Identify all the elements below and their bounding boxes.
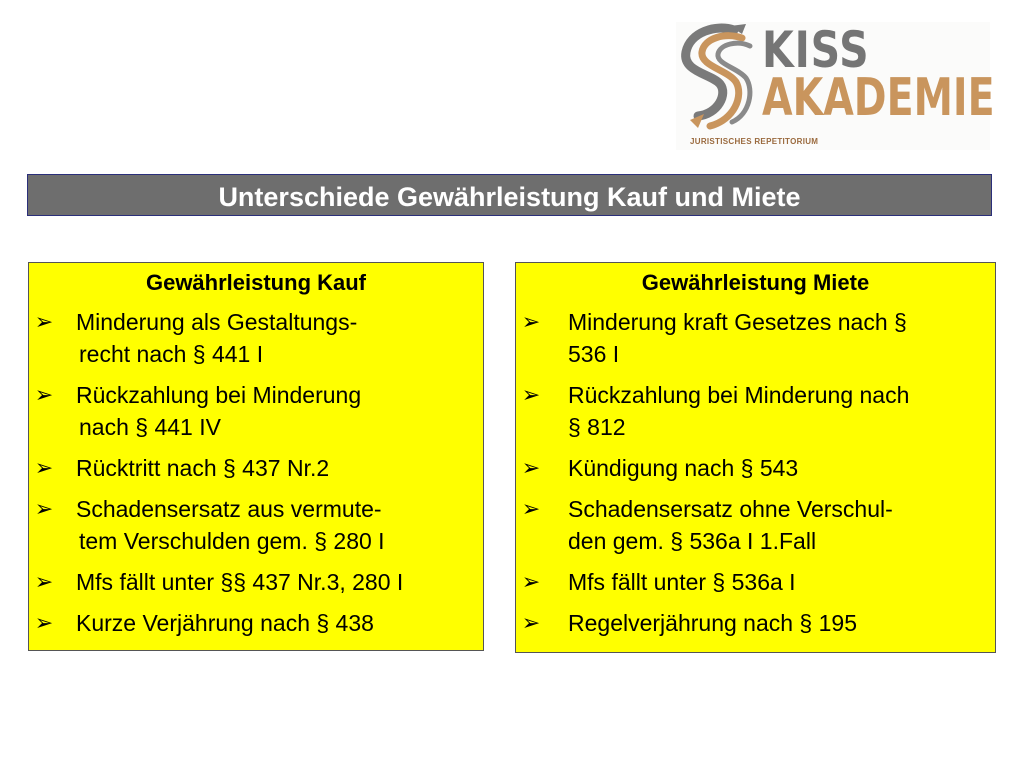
slide-title: Unterschiede Gewährleistung Kauf und Miete [218, 181, 801, 212]
logo-text-akademie: AKADEMIE [762, 68, 995, 128]
list-item [29, 566, 483, 598]
list-item [516, 566, 995, 598]
list-item [516, 452, 995, 484]
kauf-list [29, 306, 483, 639]
arrowhead-bullet-icon: ➢ [34, 309, 54, 334]
logo-tagline: JURISTISCHES REPETITORIUM [690, 137, 819, 146]
stylized-dragon-s-logo-icon [676, 22, 766, 134]
arrowhead-bullet-icon: ➢ [521, 569, 541, 594]
item-line-continued: den gem. § 536a I 1.Fall [568, 528, 817, 554]
list-item [516, 607, 995, 639]
arrowhead-bullet-icon: ➢ [34, 569, 54, 594]
item-line: Mfs fällt unter § 536a I [568, 569, 796, 595]
list-item [29, 379, 483, 443]
item-line: Rücktritt nach § 437 Nr.2 [76, 455, 330, 481]
item-line: Rückzahlung bei Minderung [76, 382, 362, 408]
item-line: Schadensersatz ohne Verschul- [568, 496, 893, 522]
item-line-continued: tem Verschulden gem. § 280 I [79, 528, 385, 554]
item-line: Minderung als Gestaltungs- [76, 309, 358, 335]
arrowhead-bullet-icon: ➢ [34, 496, 54, 521]
list-item [516, 493, 995, 557]
item-line-continued: recht nach § 441 I [79, 341, 264, 367]
kauf-heading: Gewährleistung Kauf [145, 270, 367, 295]
kauf-box [28, 262, 484, 651]
miete-heading: Gewährleistung Miete [641, 270, 870, 295]
title-bar [27, 174, 992, 216]
arrowhead-bullet-icon: ➢ [34, 382, 54, 407]
item-line: Regelverjährung nach § 195 [568, 610, 857, 636]
item-line: Mfs fällt unter §§ 437 Nr.3, 280 I [76, 569, 404, 595]
item-line: Schadensersatz aus vermute- [76, 496, 382, 522]
item-line: Kündigung nach § 543 [568, 455, 799, 481]
arrowhead-bullet-icon: ➢ [521, 309, 541, 334]
item-line-continued: § 812 [568, 414, 626, 440]
item-line: Minderung kraft Gesetzes nach § [568, 309, 907, 335]
logo-text-kiss: KISS [762, 21, 870, 79]
miete-list [516, 306, 995, 639]
item-line: Rückzahlung bei Minderung nach [568, 382, 910, 408]
list-item [516, 379, 995, 443]
item-line: Kurze Verjährung nach § 438 [76, 610, 374, 636]
arrowhead-bullet-icon: ➢ [34, 455, 54, 480]
list-item [516, 306, 995, 370]
arrowhead-bullet-icon: ➢ [521, 455, 541, 480]
item-line-continued: 536 I [568, 341, 620, 367]
arrowhead-bullet-icon: ➢ [521, 382, 541, 407]
arrowhead-bullet-icon: ➢ [34, 610, 54, 635]
list-item [29, 493, 483, 557]
list-item [29, 452, 483, 484]
miete-box [515, 262, 996, 653]
arrowhead-bullet-icon: ➢ [521, 610, 541, 635]
kiss-akademie-logo [676, 21, 995, 150]
list-item [29, 306, 483, 370]
item-line-continued: nach § 441 IV [79, 414, 221, 440]
list-item [29, 607, 483, 639]
arrowhead-bullet-icon: ➢ [521, 496, 541, 521]
